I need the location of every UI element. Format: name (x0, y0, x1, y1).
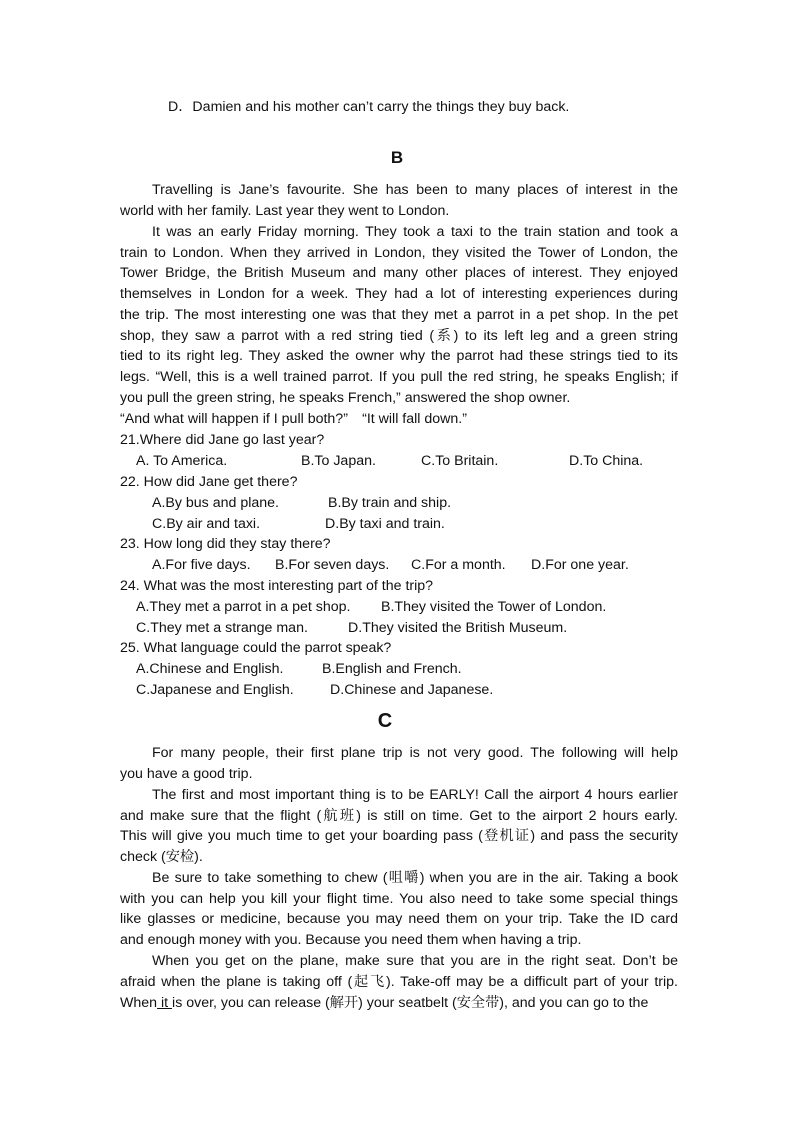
passage-line: Travelling is Jane’s favourite. She has been to many places of interest in the (152, 182, 678, 198)
answer-option[interactable]: D.Chinese and Japanese. (330, 682, 494, 698)
section-c-heading: C (377, 710, 393, 732)
passage-line: legs. “Well, this is a well trained parrot. If you pull the red string, he speaks English; if (120, 369, 678, 385)
underlined-word: it (157, 995, 173, 1011)
answer-option[interactable]: A. To America. (136, 453, 228, 469)
answer-option[interactable]: C.For a month. (411, 557, 506, 573)
question-stem: 21.Where did Jane go last year? (120, 432, 325, 448)
answer-option[interactable]: C.By air and taxi. (152, 516, 261, 532)
question-stem: 23. How long did they stay there? (120, 536, 331, 552)
passage-line: This will give you much time to get your boarding pass (登机证) and pass the security (120, 828, 678, 844)
passage-line: When you get on the plane, make sure that you are in the right seat. Don’t be (152, 953, 678, 969)
answer-option[interactable]: C.They met a strange man. (136, 620, 308, 636)
passage-line: with you can help you kill your flight time. You also need to take some special things (120, 891, 678, 907)
passage-line: like glasses or medicine, because you may need them on your trip. Take the ID card (120, 911, 678, 927)
answer-option[interactable]: A.They met a parrot in a pet shop. (136, 599, 351, 615)
passage-line: train to London. When they arrived in London, they visited the Tower of London, the (120, 245, 678, 261)
answer-option[interactable]: A.Chinese and English. (136, 661, 284, 677)
answer-option[interactable]: C.To Britain. (421, 453, 499, 469)
answer-option[interactable]: D.To China. (569, 453, 644, 469)
answer-option[interactable]: B.To Japan. (301, 453, 376, 469)
line-text: is over, you can release (解开) your seatbelt (安全带), and you can go to the (172, 995, 649, 1011)
passage-line: afraid when the plane is taking off (起飞). Take-off may be a difficult part of your trip. (120, 974, 678, 990)
passage-line: tied to its right leg. They asked the owner why the parrot had these strings tied to its (120, 348, 678, 364)
passage-line: the trip. The most interesting one was that they met a parrot in a pet shop. In the pet (120, 307, 678, 323)
passage-line: shop, they saw a parrot with a red string tied (系) to its left leg and a green string (120, 328, 678, 344)
answer-option[interactable]: C.Japanese and English. (136, 682, 294, 698)
passage-line-last (120, 993, 678, 1014)
passage-line: Tower Bridge, the British Museum and many other places of interest. They enjoyed (120, 265, 678, 281)
previous-option-d: D．Damien and his mother can’t carry the things they buy back. (168, 99, 570, 115)
passage-line: world with her family. Last year they went to London. (120, 203, 450, 219)
line-text: When (120, 995, 158, 1011)
passage-line: It was an early Friday morning. They took a taxi to the train station and took a (152, 224, 678, 240)
answer-option[interactable]: B.English and French. (322, 661, 462, 677)
question-stem: 25. What language could the parrot speak? (120, 640, 392, 656)
passage-line: check (安检). (120, 849, 203, 865)
answer-option[interactable]: A.By bus and plane. (152, 495, 279, 511)
passage-line: Be sure to take something to chew (咀嚼) when you are in the air. Taking a book (152, 870, 678, 886)
passage-line: and make sure that the flight (航班) is still on time. Get to the airport 2 hours early. (120, 808, 678, 824)
answer-option[interactable]: B.By train and ship. (328, 495, 452, 511)
passage-line: “And what will happen if I pull both?” “It will fall down.” (120, 411, 467, 427)
passage-line: themselves in London for a week. They had a lot of interesting experiences during (120, 286, 678, 302)
answer-option[interactable]: B.For seven days. (275, 557, 390, 573)
passage-line: and enough money with you. Because you need them when having a trip. (120, 932, 582, 948)
answer-option[interactable]: D.For one year. (531, 557, 629, 573)
passage-line: The first and most important thing is to be EARLY! Call the airport 4 hours earlier (152, 787, 678, 803)
answer-option[interactable]: D.They visited the British Museum. (348, 620, 568, 636)
passage-line: you pull the green string, he speaks French,” answered the shop owner. (120, 390, 571, 406)
passage-line: you have a good trip. (120, 766, 253, 782)
answer-option[interactable]: D.By taxi and train. (325, 516, 445, 532)
answer-option[interactable]: B.They visited the Tower of London. (381, 599, 607, 615)
question-stem: 24. What was the most interesting part of the trip? (120, 578, 434, 594)
answer-option[interactable]: A.For five days. (152, 557, 251, 573)
question-stem: 22. How did Jane get there? (120, 474, 298, 490)
passage-line: For many people, their first plane trip is not very good. The following will help (152, 745, 678, 761)
section-b-heading: B (390, 148, 404, 167)
